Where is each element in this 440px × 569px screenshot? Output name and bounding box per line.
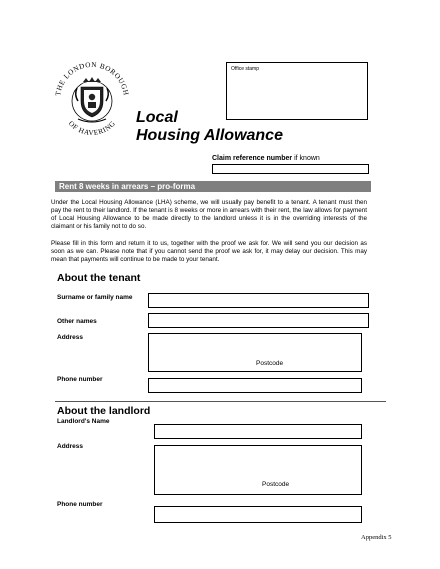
tenant-other-names-label: Other names <box>57 318 97 325</box>
seal-ring-bottom-text: OF HAVERING <box>66 119 118 138</box>
tenant-address-label: Address <box>57 334 84 341</box>
tenant-section-heading: About the tenant <box>57 272 141 284</box>
tenant-address-input[interactable] <box>148 333 362 372</box>
section-banner: Rent 8 weeks in arrears – pro-forma <box>55 181 371 192</box>
page-title-line1: Local <box>136 109 178 126</box>
intro-paragraph-2: Please fill in this form and return it to us, together with the proof we ask for. We will send you our decision as soon as we can. Please note that if you cannot send the proof we ask for, it may delay our decision. This may mean that payments will continue to be made to your tenant. <box>51 240 367 263</box>
landlord-address-label: Address <box>57 443 84 450</box>
claim-reference-input[interactable] <box>212 164 369 174</box>
seal-ring-top-text: THE LONDON BOROUGH <box>54 60 130 97</box>
tenant-surname-input[interactable] <box>148 293 369 308</box>
landlord-phone-label: Phone number <box>57 501 103 508</box>
landlord-address-input[interactable] <box>154 445 362 495</box>
tenant-postcode-label: Postcode <box>256 360 284 367</box>
claim-reference-label-rest: if known <box>292 155 320 162</box>
page-title-line2: Housing Allowance <box>136 127 283 144</box>
borough-seal-logo <box>50 57 134 141</box>
landlord-postcode-label: Postcode <box>262 481 290 488</box>
office-stamp-box <box>226 62 368 120</box>
landlord-section-heading: About the landlord <box>57 405 151 417</box>
landlord-name-input[interactable] <box>154 424 362 439</box>
claim-reference-label <box>212 155 320 162</box>
landlord-phone-input[interactable] <box>154 506 362 523</box>
tenant-phone-input[interactable] <box>148 378 362 393</box>
section-divider <box>55 401 386 402</box>
appendix-label: Appendix 5 <box>361 534 392 541</box>
tenant-surname-label: Surname or family name <box>57 294 133 301</box>
intro-paragraph-1: Under the Local Housing Allowance (LHA) scheme, we will usually pay benefit to a tenant. A tenant must then pay the rent to their landlord. If the tenant is 8 weeks or more in arrears with their rent, the law allows for payment of Local Housing Allowance to be made directly to the landlord unless it is in the overriding interests of the claimant or his family not to do so. <box>51 199 367 230</box>
tenant-phone-label: Phone number <box>57 376 103 383</box>
claim-reference-label-bold: Claim reference number <box>212 155 293 162</box>
office-stamp-label: Office stamp <box>231 66 259 72</box>
tenant-other-names-input[interactable] <box>148 313 369 328</box>
landlord-name-label: Landlord's Name <box>57 418 110 425</box>
